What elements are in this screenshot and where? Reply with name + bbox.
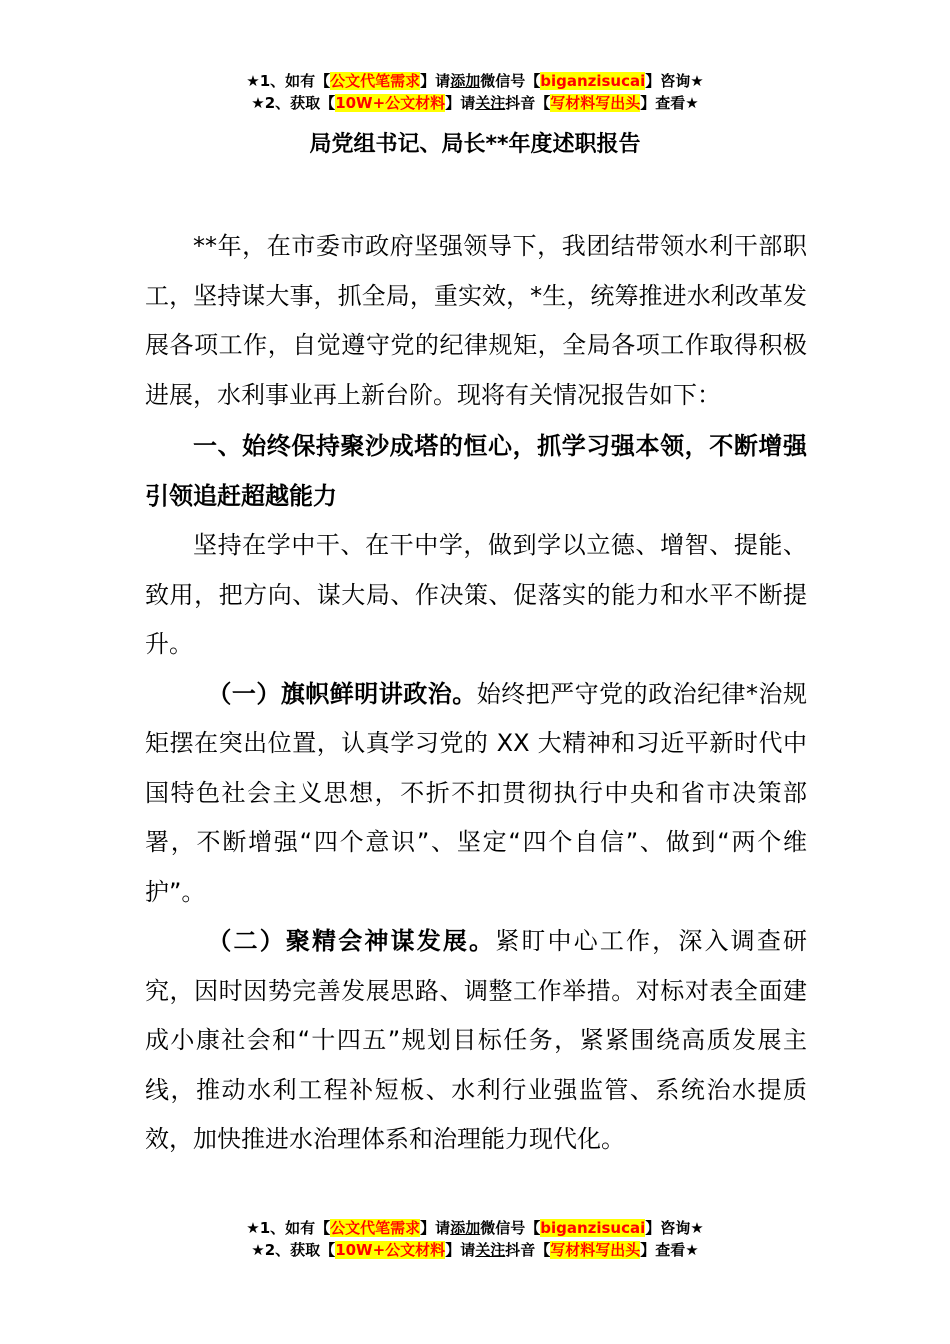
promo-line-1-bottom: ★1、如有【公文代笔需求】请添加微信号【biganzisucai】咨询★	[246, 1219, 704, 1237]
document-title: 局党组书记、局长**年度述职报告	[309, 132, 641, 157]
highlight-service: 公文代笔需求	[330, 1219, 421, 1237]
highlight-wechat-id: biganzisucai	[540, 72, 646, 90]
highlight-douyin-account: 写材料写出头	[550, 94, 641, 112]
highlight-materials: 10W+公文材料	[335, 1241, 446, 1259]
promo-line-2: ★2、获取【10W+公文材料】请关注抖音【写材料写出头】查看★	[251, 94, 699, 112]
promo-banner-top	[0, 70, 950, 114]
section-1-paragraph: 坚持在学中干、在干中学，做到学以立德、增智、提能、致用，把方向、谋大局、作决策、促落实的能力和水平不断提升。	[145, 531, 807, 658]
item-2-paragraph	[145, 917, 807, 1165]
item-2-label: （二）聚精会神谋发展。	[207, 927, 496, 955]
highlight-service: 公文代笔需求	[330, 72, 421, 90]
section-1-heading: 一、始终保持聚沙成塔的恒心，抓学习强本领，不断增强引领追赶超越能力	[145, 432, 807, 510]
highlight-wechat-id: biganzisucai	[540, 1219, 646, 1237]
promo-line-1: ★1、如有【公文代笔需求】请添加微信号【biganzisucai】咨询★	[246, 72, 704, 90]
item-1-text: 始终把严守党的政治纪律*治规矩摆在突出位置，认真学习党的 XX 大精神和习近平新时代中国特色社会主义思想，不折不扣贯彻执行中央和省市决策部署，不断增强“四个意识”、坚定“四个自信”、做到“两个维护”。	[145, 679, 808, 906]
promo-line-2-bottom: ★2、获取【10W+公文材料】请关注抖音【写材料写出头】查看★	[251, 1241, 699, 1259]
document-body	[145, 222, 807, 1165]
promo-banner-bottom	[0, 1217, 950, 1261]
highlight-douyin-account: 写材料写出头	[550, 1241, 641, 1259]
item-1-paragraph	[145, 670, 807, 918]
item-1-label: （一）旗帜鲜明讲政治。	[207, 679, 477, 708]
intro-paragraph: **年，在市委市政府坚强领导下，我团结带领水利干部职工，坚持谋大事，抓全局，重实效，*生，统筹推进水利改革发展各项工作，自觉遵守党的纪律规矩，全局各项工作取得积极进展，水利事业再上新台阶。现将有关情况报告如下：	[145, 232, 807, 409]
item-2-text: 紧盯中心工作，深入调查研究，因时因势完善发展思路、调整工作举措。对标对表全面建成小康社会和“十四五”规划目标任务，紧紧围绕高质发展主线，推动水利工程补短板、水利行业强监管、系统治水提质效，加快推进水治理体系和治理能力现代化。	[145, 927, 808, 1153]
highlight-materials: 10W+公文材料	[335, 94, 446, 112]
